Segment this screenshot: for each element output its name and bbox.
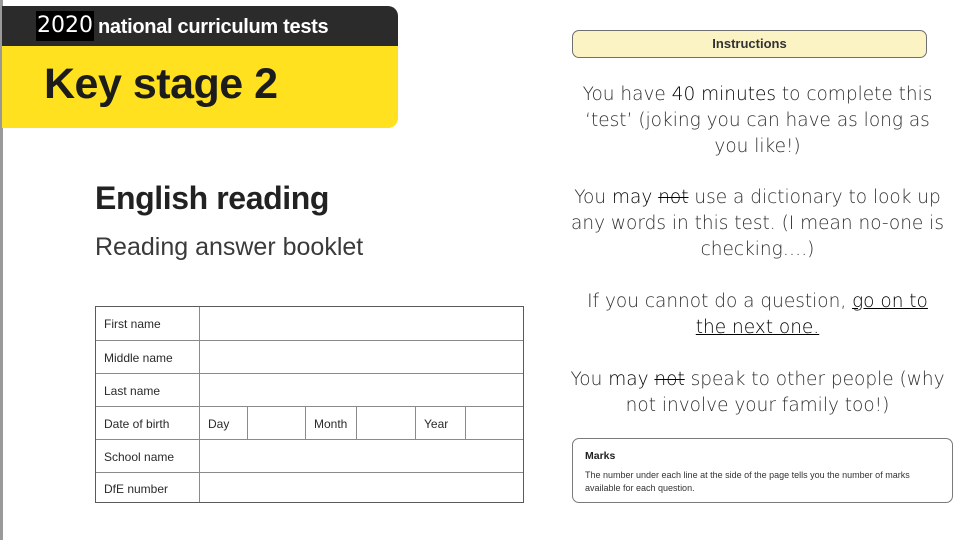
instruction-speaking [570,367,945,419]
first-name-field[interactable] [199,307,523,340]
instruction-underlined: go on to the next one. [695,291,928,338]
instruction-text: If you cannot do a question, [587,291,853,312]
instruction-strikethrough: not [658,187,689,208]
key-stage-band [2,46,398,128]
instruction-text: You [570,369,609,390]
instruction-text: speak to other people (why not involve your family too!) [625,369,945,416]
dob-month-label: Month [314,417,348,431]
middle-name-field[interactable] [199,341,523,373]
instruction-time [570,82,945,160]
table-row [96,373,523,406]
school-name-label: School name [104,450,175,464]
school-name-field[interactable] [199,440,523,472]
marks-title: Marks [585,450,616,462]
instruction-emphasis: may [608,369,655,390]
dob-year-label: Year [424,417,449,431]
dfe-number-label: DfE number [104,482,169,496]
pupil-details-table [95,306,524,503]
last-name-field[interactable] [199,374,523,406]
key-stage-title: Key stage 2 [44,60,278,108]
dob-day-field[interactable] [247,407,305,439]
first-name-label: First name [104,317,161,331]
dfe-number-field[interactable] [199,473,523,502]
subject-title: English reading [95,180,330,216]
dob-month-field[interactable] [356,407,415,439]
middle-name-label: Middle name [104,351,173,365]
marks-description: The number under each line at the side of the page tells you the number of marks available for each question. [585,470,910,493]
instruction-dictionary [570,185,945,263]
instruction-emphasis: 40 minutes [671,84,776,105]
instruction-text: You [574,187,612,208]
year-label: 2020 [37,13,93,38]
year-badge [36,11,94,41]
instruction-text: use a dictionary to look up any words in this test. (I mean no-one is checking….) [571,187,944,260]
date-of-birth-label: Date of birth [104,417,170,431]
instructions-title: Instructions [712,36,787,51]
last-name-label: Last name [104,384,161,398]
dob-month-label-cell [305,407,356,439]
dob-day-label: Day [208,417,230,431]
instruction-text: to complete this ‘test’ (joking you can have as long as you like!) [585,84,933,157]
instruction-strikethrough: not [654,369,685,390]
instruction-emphasis: may [612,187,659,208]
marks-info-box [572,438,953,503]
table-row [96,307,523,340]
dob-year-label-cell [415,407,465,439]
table-row [96,340,523,373]
dob-year-field[interactable] [465,407,523,439]
series-title: national curriculum tests [98,16,329,38]
instructions-header [572,30,927,58]
dob-day-label-cell [199,407,247,439]
instruction-text: You have [582,84,672,105]
booklet-subtitle: Reading answer booklet [95,233,364,261]
table-row [96,439,523,472]
table-row [96,406,523,439]
instruction-skip [570,289,945,341]
table-row [96,472,523,502]
